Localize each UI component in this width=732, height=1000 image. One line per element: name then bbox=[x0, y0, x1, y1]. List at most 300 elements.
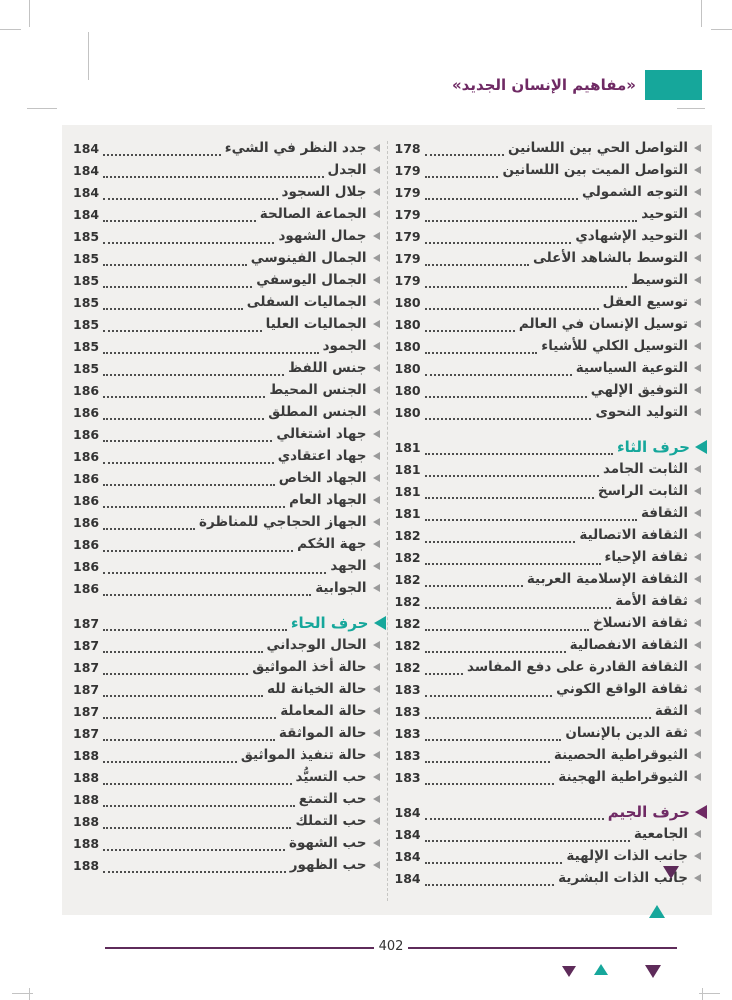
dot-leader bbox=[103, 471, 275, 486]
index-entry-row bbox=[73, 247, 380, 269]
entry-page-number: 184 bbox=[73, 206, 100, 222]
dot-leader bbox=[103, 792, 295, 807]
entry-bullet-icon bbox=[373, 518, 380, 526]
entry-label: ثقافة الواقع الكوني bbox=[556, 681, 688, 697]
entry-page-number: 185 bbox=[73, 228, 100, 244]
entry-label: التواصل الحي بين اللسانين bbox=[507, 140, 688, 156]
entry-page-number: 186 bbox=[73, 426, 100, 442]
entry-label: الجنس المطلق bbox=[268, 404, 367, 420]
index-entry-row bbox=[395, 823, 702, 845]
entry-bullet-icon bbox=[373, 276, 380, 284]
dot-leader bbox=[103, 704, 276, 719]
index-entry-row bbox=[395, 524, 702, 546]
entry-page-number: 187 bbox=[73, 725, 100, 741]
dot-leader bbox=[425, 827, 630, 842]
entry-label: جمال الشهود bbox=[278, 228, 367, 244]
page-number: 402 bbox=[378, 939, 404, 954]
index-entry-row bbox=[73, 401, 380, 423]
entry-label: الجدل bbox=[327, 162, 367, 178]
entry-page-number: 188 bbox=[73, 747, 100, 763]
entry-bullet-icon bbox=[694, 364, 701, 372]
entry-label: الجمود bbox=[322, 338, 367, 354]
entry-page-number: 184 bbox=[394, 804, 421, 820]
entry-page-number: 184 bbox=[394, 870, 421, 886]
entry-page-number: 186 bbox=[73, 404, 100, 420]
entry-page-number: 182 bbox=[394, 659, 421, 675]
index-entry-row bbox=[395, 700, 702, 722]
header-accent-block bbox=[645, 70, 702, 100]
entry-bullet-icon bbox=[373, 188, 380, 196]
index-entry-row bbox=[395, 137, 702, 159]
triangle-decoration-icon bbox=[663, 866, 679, 879]
dot-leader bbox=[103, 273, 252, 288]
entry-page-number: 188 bbox=[73, 813, 100, 829]
entry-page-number: 181 bbox=[394, 505, 421, 521]
entry-page-number: 183 bbox=[394, 769, 421, 785]
section-title: حرف الجيم bbox=[607, 803, 690, 821]
index-entry-row bbox=[395, 845, 702, 867]
entry-page-number: 182 bbox=[394, 549, 421, 565]
entry-label: الجماليات العليا bbox=[265, 316, 367, 332]
entry-page-number: 188 bbox=[73, 857, 100, 873]
dot-leader bbox=[425, 506, 637, 521]
entry-page-number: 179 bbox=[394, 228, 421, 244]
dot-leader bbox=[103, 383, 265, 398]
entry-bullet-icon bbox=[373, 408, 380, 416]
entry-label: التوسط بالشاهد الأعلى bbox=[532, 250, 688, 266]
entry-page-number: 181 bbox=[394, 483, 421, 499]
dot-leader bbox=[103, 638, 262, 653]
entry-page-number: 182 bbox=[394, 571, 421, 587]
entry-bullet-icon bbox=[373, 364, 380, 372]
trim-mark bbox=[677, 108, 705, 109]
entry-label: التوحيد الإشهادي bbox=[575, 228, 688, 244]
entry-bullet-icon bbox=[373, 839, 380, 847]
entry-label: الجماعة الصالحة bbox=[259, 206, 367, 222]
entry-page-number: 185 bbox=[73, 250, 100, 266]
dot-leader bbox=[425, 849, 563, 864]
entry-page-number: 179 bbox=[394, 184, 421, 200]
dot-leader bbox=[425, 660, 463, 675]
dot-leader bbox=[425, 273, 627, 288]
section-header-row bbox=[73, 612, 380, 634]
index-entry-row bbox=[73, 203, 380, 225]
entry-bullet-icon bbox=[373, 144, 380, 152]
entry-label: حالة أخذ المواثيق bbox=[252, 659, 367, 675]
section-title: حرف الحاء bbox=[290, 614, 369, 632]
entry-page-number: 183 bbox=[394, 703, 421, 719]
index-entry-row bbox=[73, 533, 380, 555]
entry-bullet-icon bbox=[373, 663, 380, 671]
entry-page-number: 187 bbox=[73, 659, 100, 675]
entry-bullet-icon bbox=[373, 320, 380, 328]
index-entry-row bbox=[395, 656, 702, 678]
dot-leader bbox=[425, 185, 578, 200]
entry-label: حالة المعاملة bbox=[280, 703, 367, 719]
entry-label: الجهاد العام bbox=[289, 492, 367, 508]
index-entry-row bbox=[395, 313, 702, 335]
dot-leader bbox=[425, 405, 592, 420]
index-entry-row bbox=[395, 181, 702, 203]
entry-page-number: 188 bbox=[73, 769, 100, 785]
entry-label: الجوابية bbox=[315, 580, 367, 596]
entry-label: ثقة الدين بالإنسان bbox=[565, 725, 688, 741]
index-entry-row bbox=[395, 458, 702, 480]
entry-label: التوجه الشمولي bbox=[582, 184, 688, 200]
dot-leader bbox=[425, 383, 587, 398]
triangle-decoration-icon bbox=[649, 905, 665, 918]
index-entry-row bbox=[73, 379, 380, 401]
index-entry-row bbox=[395, 546, 702, 568]
entry-bullet-icon bbox=[694, 509, 701, 517]
entry-bullet-icon bbox=[694, 342, 701, 350]
entry-bullet-icon bbox=[694, 210, 701, 218]
dot-leader bbox=[103, 814, 291, 829]
dot-leader bbox=[103, 295, 243, 310]
entry-label: التوحيد bbox=[641, 206, 688, 222]
entry-page-number: 184 bbox=[73, 162, 100, 178]
dot-leader bbox=[425, 339, 538, 354]
dot-leader bbox=[103, 726, 275, 741]
index-entry-row bbox=[73, 225, 380, 247]
entry-bullet-icon bbox=[694, 487, 701, 495]
entry-bullet-icon bbox=[373, 430, 380, 438]
dot-leader bbox=[425, 141, 504, 156]
entry-bullet-icon bbox=[373, 817, 380, 825]
index-entry-row bbox=[73, 700, 380, 722]
triangle-decoration-icon bbox=[645, 965, 661, 978]
entry-label: التوعية السياسية bbox=[575, 360, 688, 376]
entry-bullet-icon bbox=[373, 474, 380, 482]
dot-leader bbox=[103, 317, 262, 332]
entry-page-number: 179 bbox=[394, 250, 421, 266]
triangle-decoration-icon bbox=[562, 966, 576, 977]
trim-mark bbox=[702, 988, 703, 1000]
entry-label: حب التملك bbox=[295, 813, 367, 829]
entry-bullet-icon bbox=[694, 830, 701, 838]
entry-label: جهاد اشتغالي bbox=[276, 426, 367, 442]
entry-bullet-icon bbox=[373, 342, 380, 350]
entry-label: جانب الذات البشرية bbox=[558, 870, 688, 886]
index-entry-row bbox=[395, 159, 702, 181]
dot-leader bbox=[103, 251, 247, 266]
entry-label: الثيوقراطية الهجينة bbox=[558, 769, 688, 785]
entry-label: التواصل الميت بين اللسانين bbox=[502, 162, 688, 178]
entry-label: الجهد bbox=[330, 558, 367, 574]
index-entry-row bbox=[395, 247, 702, 269]
index-entry-row bbox=[73, 137, 380, 159]
dot-leader bbox=[103, 141, 221, 156]
entry-label: التوسيط bbox=[631, 272, 688, 288]
entry-bullet-icon bbox=[373, 641, 380, 649]
dot-leader bbox=[103, 185, 277, 200]
dot-leader bbox=[425, 805, 604, 820]
trim-mark bbox=[27, 108, 57, 109]
trim-mark bbox=[0, 29, 21, 30]
entry-label: جنس اللفظ bbox=[288, 360, 367, 376]
entry-bullet-icon bbox=[373, 232, 380, 240]
dot-leader bbox=[103, 770, 291, 785]
dot-leader bbox=[425, 682, 553, 697]
entry-page-number: 180 bbox=[394, 404, 421, 420]
entry-label: التوفيق الإلهي bbox=[590, 382, 688, 398]
entry-label: جلال السجود bbox=[281, 184, 367, 200]
trim-mark bbox=[711, 29, 732, 30]
entry-bullet-icon bbox=[694, 663, 701, 671]
section-bullet-icon bbox=[695, 805, 707, 819]
index-entry-row bbox=[395, 590, 702, 612]
entry-bullet-icon bbox=[694, 641, 701, 649]
index-entry-row bbox=[395, 203, 702, 225]
entry-label: الجهاز الحجاجي للمناظرة bbox=[199, 514, 367, 530]
entry-page-number: 186 bbox=[73, 514, 100, 530]
index-entry-row bbox=[395, 612, 702, 634]
entry-page-number: 186 bbox=[73, 448, 100, 464]
entry-label: حب الشهوة bbox=[289, 835, 367, 851]
dot-leader bbox=[103, 682, 263, 697]
entry-page-number: 183 bbox=[394, 725, 421, 741]
entry-label: حالة الخيانة لله bbox=[267, 681, 367, 697]
index-entry-row bbox=[73, 722, 380, 744]
entry-bullet-icon bbox=[694, 465, 701, 473]
entry-page-number: 186 bbox=[73, 580, 100, 596]
entry-label: الثقافة الاتصالية bbox=[579, 527, 688, 543]
entry-page-number: 182 bbox=[394, 527, 421, 543]
entry-page-number: 180 bbox=[394, 294, 421, 310]
entry-label: ثقافة الإحياء bbox=[604, 549, 688, 565]
section-header-row bbox=[395, 436, 702, 458]
entry-bullet-icon bbox=[373, 210, 380, 218]
entry-page-number: 184 bbox=[394, 826, 421, 842]
dot-leader bbox=[103, 537, 293, 552]
index-entry-row bbox=[395, 379, 702, 401]
book-title: «مفاهيم الإنسان الجديد» bbox=[451, 76, 636, 94]
entry-page-number: 179 bbox=[394, 206, 421, 222]
entry-page-number: 185 bbox=[73, 360, 100, 376]
column-divider bbox=[387, 141, 388, 901]
entry-page-number: 188 bbox=[73, 791, 100, 807]
entry-label: الجمال اليوسفي bbox=[256, 272, 367, 288]
index-entry-row bbox=[73, 291, 380, 313]
entry-page-number: 188 bbox=[73, 835, 100, 851]
index-entry-row bbox=[395, 766, 702, 788]
entry-page-number: 187 bbox=[73, 681, 100, 697]
dot-leader bbox=[103, 493, 285, 508]
entry-bullet-icon bbox=[373, 540, 380, 548]
dot-leader bbox=[103, 858, 286, 873]
trim-mark bbox=[29, 0, 30, 27]
entry-page-number: 180 bbox=[394, 382, 421, 398]
index-entry-row bbox=[395, 269, 702, 291]
entry-page-number: 185 bbox=[73, 338, 100, 354]
index-entry-row bbox=[73, 744, 380, 766]
index-entry-row bbox=[73, 335, 380, 357]
entry-bullet-icon bbox=[694, 707, 701, 715]
entry-page-number: 185 bbox=[73, 272, 100, 288]
entry-page-number: 184 bbox=[73, 184, 100, 200]
dot-leader bbox=[425, 528, 576, 543]
section-header-row bbox=[395, 801, 702, 823]
entry-bullet-icon bbox=[373, 795, 380, 803]
index-entry-row bbox=[73, 511, 380, 533]
entry-page-number: 179 bbox=[394, 272, 421, 288]
entry-page-number: 182 bbox=[394, 637, 421, 653]
entry-bullet-icon bbox=[694, 408, 701, 416]
entry-bullet-icon bbox=[373, 584, 380, 592]
entry-page-number: 187 bbox=[73, 615, 100, 631]
entry-label: التوليد النحوى bbox=[595, 404, 688, 420]
entry-bullet-icon bbox=[694, 276, 701, 284]
index-entry-row bbox=[395, 401, 702, 423]
entry-label: الجهاد الخاص bbox=[278, 470, 367, 486]
dot-leader bbox=[425, 163, 499, 178]
index-column-left bbox=[68, 137, 385, 905]
entry-bullet-icon bbox=[373, 166, 380, 174]
index-entry-row bbox=[395, 634, 702, 656]
dot-leader bbox=[103, 581, 311, 596]
dot-leader bbox=[103, 207, 256, 222]
index-entry-row bbox=[73, 467, 380, 489]
section-bullet-icon bbox=[374, 616, 386, 630]
index-entry-row bbox=[73, 854, 380, 876]
trim-mark bbox=[701, 0, 702, 27]
dot-leader bbox=[103, 660, 248, 675]
dot-leader bbox=[103, 836, 285, 851]
dot-leader bbox=[425, 638, 566, 653]
entry-bullet-icon bbox=[694, 729, 701, 737]
entry-bullet-icon bbox=[373, 729, 380, 737]
entry-label: الثابت الجامد bbox=[603, 461, 688, 477]
index-entry-row bbox=[73, 788, 380, 810]
entry-label: حب الظهور bbox=[289, 857, 367, 873]
entry-bullet-icon bbox=[694, 773, 701, 781]
trim-mark bbox=[29, 988, 30, 1000]
dot-leader bbox=[103, 515, 195, 530]
page-footer bbox=[105, 940, 677, 955]
index-entry-row bbox=[395, 357, 702, 379]
dot-leader bbox=[425, 251, 529, 266]
entry-bullet-icon bbox=[373, 562, 380, 570]
index-entry-row bbox=[73, 313, 380, 335]
entry-page-number: 184 bbox=[394, 848, 421, 864]
dot-leader bbox=[425, 229, 572, 244]
dot-leader bbox=[103, 616, 287, 631]
index-entry-row bbox=[73, 678, 380, 700]
index-column-right bbox=[390, 137, 707, 905]
entry-label: توسيع العقل bbox=[602, 294, 688, 310]
dot-leader bbox=[103, 229, 274, 244]
dot-leader bbox=[425, 440, 613, 455]
index-entry-row bbox=[395, 225, 702, 247]
entry-label: الثقافة الإسلامية العربية bbox=[526, 571, 688, 587]
index-entry-row bbox=[395, 335, 702, 357]
entry-page-number: 182 bbox=[394, 593, 421, 609]
dot-leader bbox=[103, 427, 272, 442]
entry-bullet-icon bbox=[694, 685, 701, 693]
index-entry-row bbox=[73, 832, 380, 854]
entry-bullet-icon bbox=[694, 852, 701, 860]
index-entry-row bbox=[395, 867, 702, 889]
entry-bullet-icon bbox=[694, 320, 701, 328]
index-entry-row bbox=[73, 555, 380, 577]
index-entry-row bbox=[395, 678, 702, 700]
entry-bullet-icon bbox=[694, 597, 701, 605]
entry-page-number: 185 bbox=[73, 294, 100, 310]
entry-bullet-icon bbox=[694, 575, 701, 583]
dot-leader bbox=[425, 484, 594, 499]
dot-leader bbox=[425, 726, 562, 741]
entry-bullet-icon bbox=[694, 874, 701, 882]
entry-label: الثقافة الانفصالية bbox=[569, 637, 688, 653]
entry-page-number: 186 bbox=[73, 492, 100, 508]
dot-leader bbox=[103, 339, 319, 354]
index-entry-row bbox=[395, 568, 702, 590]
section-title: حرف الثاء bbox=[617, 438, 690, 456]
dot-leader bbox=[103, 361, 284, 376]
trim-mark bbox=[88, 32, 89, 80]
entry-label: حب التسيُّد bbox=[295, 769, 367, 785]
dot-leader bbox=[425, 616, 589, 631]
dot-leader bbox=[103, 449, 274, 464]
index-entry-row bbox=[395, 291, 702, 313]
entry-bullet-icon bbox=[373, 707, 380, 715]
dot-leader bbox=[425, 770, 555, 785]
entry-bullet-icon bbox=[373, 685, 380, 693]
entry-bullet-icon bbox=[694, 553, 701, 561]
entry-bullet-icon bbox=[373, 861, 380, 869]
entry-label: الثقافة bbox=[640, 505, 688, 521]
entry-label: حالة المواثقة bbox=[278, 725, 367, 741]
entry-page-number: 186 bbox=[73, 470, 100, 486]
entry-page-number: 183 bbox=[394, 747, 421, 763]
entry-label: الثابت الراسخ bbox=[597, 483, 688, 499]
entry-bullet-icon bbox=[373, 751, 380, 759]
index-entry-row bbox=[73, 656, 380, 678]
entry-bullet-icon bbox=[694, 144, 701, 152]
entry-page-number: 184 bbox=[73, 140, 100, 156]
entry-page-number: 187 bbox=[73, 703, 100, 719]
entry-bullet-icon bbox=[373, 386, 380, 394]
index-entry-row bbox=[73, 489, 380, 511]
entry-page-number: 186 bbox=[73, 558, 100, 574]
entry-bullet-icon bbox=[373, 254, 380, 262]
dot-leader bbox=[103, 559, 326, 574]
index-entry-row bbox=[395, 502, 702, 524]
entry-label: الحال الوجداني bbox=[266, 637, 367, 653]
index-entry-row bbox=[73, 269, 380, 291]
page-header bbox=[452, 70, 702, 100]
index-panel bbox=[62, 125, 712, 915]
entry-page-number: 186 bbox=[73, 536, 100, 552]
entry-bullet-icon bbox=[373, 298, 380, 306]
entry-bullet-icon bbox=[694, 232, 701, 240]
entry-bullet-icon bbox=[694, 531, 701, 539]
entry-label: التوسيل الكلي للأشياء bbox=[541, 338, 688, 354]
dot-leader bbox=[425, 748, 550, 763]
entry-bullet-icon bbox=[694, 619, 701, 627]
entry-bullet-icon bbox=[694, 751, 701, 759]
entry-page-number: 179 bbox=[394, 162, 421, 178]
dot-leader bbox=[103, 163, 323, 178]
entry-label: الثقة bbox=[654, 703, 688, 719]
dot-leader bbox=[425, 572, 523, 587]
entry-page-number: 185 bbox=[73, 316, 100, 332]
entry-bullet-icon bbox=[373, 496, 380, 504]
dot-leader bbox=[103, 748, 237, 763]
entry-bullet-icon bbox=[694, 166, 701, 174]
entry-label: الجنس المحيط bbox=[269, 382, 367, 398]
triangle-decoration-icon bbox=[594, 964, 608, 975]
